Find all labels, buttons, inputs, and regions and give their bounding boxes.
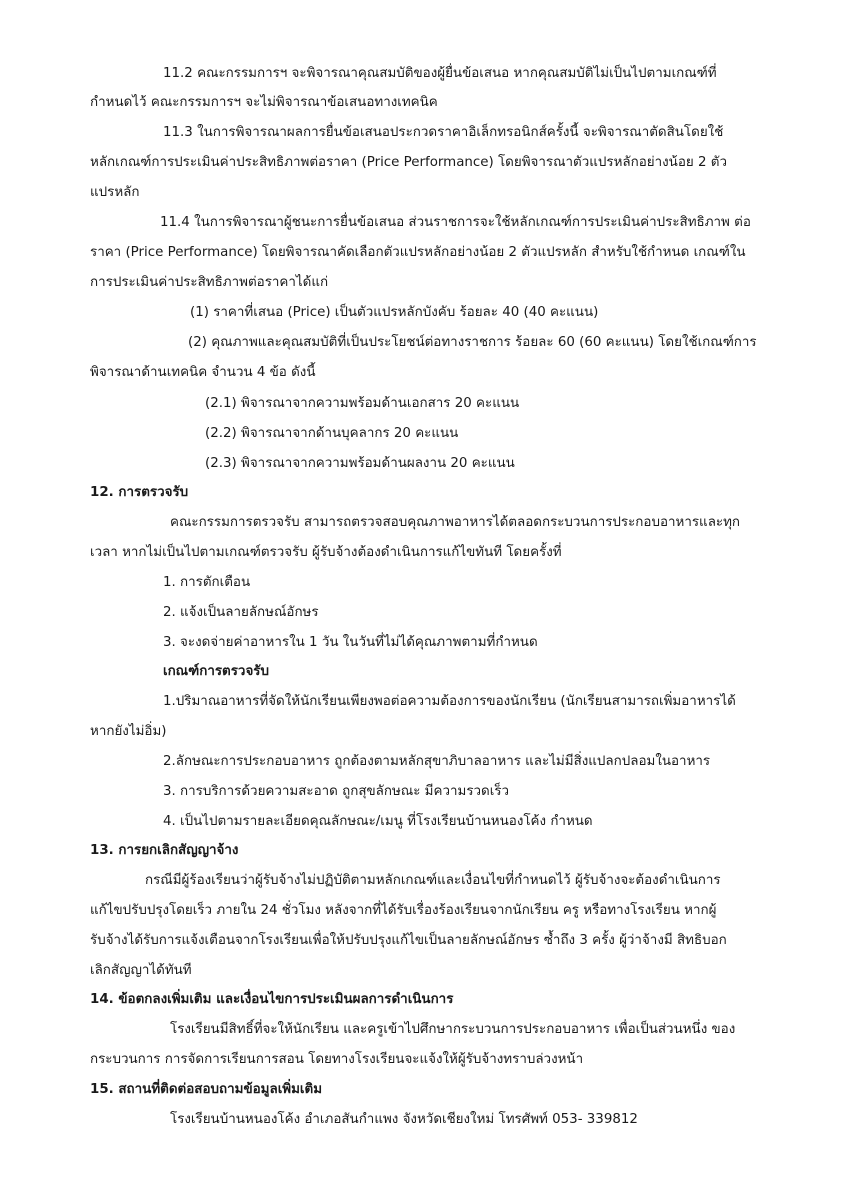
section-12-heading: 12. การตรวจรับ: [90, 485, 189, 500]
criterion-quality-line-2: พิจารณาด้านเทคนิค จำนวน 4 ข้อ ดังนี้: [90, 365, 316, 380]
clause-11-3-line-3: แปรหลัก: [90, 185, 140, 200]
inspection-criterion-3: 3. การบริการด้วยความสะอาด ถูกสุขลักษณะ มีความรวดเร็ว: [163, 784, 510, 799]
inspection-criterion-4: 4. เป็นไปตามรายละเอียดคุณลักษณะ/เมนู ที่โรงเรียนบ้านหนองโค้ง กำหนด: [163, 814, 593, 829]
section-13-para-line-1: กรณีมีผู้ร้องเรียนว่าผู้รับจ้างไม่ปฏิบัติตามหลักเกณฑ์และเงื่อนไขที่กำหนดไว้ ผู้รับจ้างจะต้องดำเนินการ: [145, 873, 721, 888]
section-15-heading: 15. สถานที่ติดต่อสอบถามข้อมูลเพิ่มเติม: [90, 1082, 323, 1097]
section-12-para-line-2: เวลา หากไม่เป็นไปตามเกณฑ์ตรวจรับ ผู้รับจ้างต้องดำเนินการแก้ไขทันที โดยครั้งที่: [90, 545, 562, 560]
clause-11-4-line-3: การประเมินค่าประสิทธิภาพต่อราคาได้แก่: [90, 275, 329, 290]
clause-11-3-line-1: 11.3 ในการพิจารณาผลการยื่นข้อเสนอประกวดราคาอิเล็กทรอนิกส์ครั้งนี้ จะพิจารณาตัดสินโดยใช้: [163, 125, 724, 140]
clause-11-4-line-1: 11.4 ในการพิจารณาผู้ชนะการยื่นข้อเสนอ ส่วนราชการจะใช้หลักเกณฑ์การประเมินค่าประสิทธิภาพ ต่อ: [160, 215, 751, 230]
inspection-criterion-2: 2.ลักษณะการประกอบอาหาร ถูกต้องตามหลักสุขาภิบาลอาหาร และไม่มีสิ่งแปลกปลอมในอาหาร: [163, 754, 711, 769]
section-14-para-line-1: โรงเรียนมีสิทธิ์ที่จะให้นักเรียน และครูเข้าไปศึกษากระบวนการประกอบอาหาร เพื่อเป็นส่วนหนึ่ง ของ: [170, 1022, 736, 1037]
inspection-criterion-1-line-2: หากยังไม่อิ่ม): [90, 724, 167, 739]
section-13-para-line-3: รับจ้างได้รับการแจ้งเตือนจากโรงเรียนเพื่อให้ปรับปรุงแก้ไขเป็นลายลักษณ์อักษร ซ้ำถึง 3 ครั้ง ผู้ว่าจ้างมี สิทธิบอก: [90, 933, 727, 948]
criterion-price: (1) ราคาที่เสนอ (Price) เป็นตัวแปรหลักบังคับ ร้อยละ 40 (40 คะแนน): [190, 305, 599, 320]
subcriterion-performance: (2.3) พิจารณาจากความพร้อมด้านผลงาน 20 คะแนน: [205, 456, 515, 471]
penalty-item-3: 3. จะงดจ่ายค่าอาหารใน 1 วัน ในวันที่ไม่ได้คุณภาพตามที่กำหนด: [163, 635, 538, 650]
section-13-para-line-2: แก้ไขปรับปรุงโดยเร็ว ภายใน 24 ชั่วโมง หลังจากที่ได้รับเรื่องร้องเรียนจากนักเรียน ครู หรือทางโรงเรียน หากผู้: [90, 903, 717, 918]
inspection-criterion-1-line-1: 1.ปริมาณอาหารที่จัดให้นักเรียนเพียงพอต่อความต้องการของนักเรียน (นักเรียนสามารถเพิ่มอาหารได้: [163, 694, 736, 709]
subcriterion-personnel: (2.2) พิจารณาจากด้านบุคลากร 20 คะแนน: [205, 426, 459, 441]
section-12-para-line-1: คณะกรรมการตรวจรับ สามารถตรวจสอบคุณภาพอาหารได้ตลอดกระบวนการประกอบอาหารและทุก: [170, 515, 741, 530]
criterion-quality-line-1: (2) คุณภาพและคุณสมบัติที่เป็นประโยชน์ต่อทางราชการ ร้อยละ 60 (60 คะแนน) โดยใช้เกณฑ์การ: [188, 335, 757, 350]
section-13-heading: 13. การยกเลิกสัญญาจ้าง: [90, 843, 239, 858]
clause-11-3-line-2: หลักเกณฑ์การประเมินค่าประสิทธิภาพต่อราคา (Price Performance) โดยพิจารณาตัวแปรหลักอย่างน้อย 2 ตัว: [90, 155, 727, 170]
inspection-criteria-heading: เกณฑ์การตรวจรับ: [163, 664, 269, 679]
penalty-item-2: 2. แจ้งเป็นลายลักษณ์อักษร: [163, 605, 319, 620]
section-14-para-line-2: กระบวนการ การจัดการเรียนการสอน โดยทางโรงเรียนจะแจ้งให้ผู้รับจ้างทราบล่วงหน้า: [90, 1052, 584, 1067]
penalty-item-1: 1. การตักเตือน: [163, 575, 251, 590]
clause-11-2-line-1: 11.2 คณะกรรมการฯ จะพิจารณาคุณสมบัติของผู้ยื่นข้อเสนอ หากคุณสมบัติไม่เป็นไปตามเกณฑ์ที่: [163, 66, 717, 81]
contact-info: โรงเรียนบ้านหนองโค้ง อำเภอสันกำแพง จังหวัดเชียงใหม่ โทรศัพท์ 053- 339812: [170, 1112, 638, 1127]
section-14-heading: 14. ข้อตกลงเพิ่มเติม และเงื่อนไขการประเมินผลการดำเนินการ: [90, 992, 454, 1007]
clause-11-2-line-2: กำหนดไว้ คณะกรรมการฯ จะไม่พิจารณาข้อเสนอทางเทคนิค: [90, 95, 438, 110]
clause-11-4-line-2: ราคา (Price Performance) โดยพิจารณาคัดเลือกตัวแปรหลักอย่างน้อย 2 ตัวแปรหลัก สำหรับใช้กำหนด เกณฑ์ใน: [90, 245, 746, 260]
section-13-para-line-4: เลิกสัญญาได้ทันที: [90, 963, 192, 978]
subcriterion-documents: (2.1) พิจารณาจากความพร้อมด้านเอกสาร 20 คะแนน: [205, 396, 520, 411]
